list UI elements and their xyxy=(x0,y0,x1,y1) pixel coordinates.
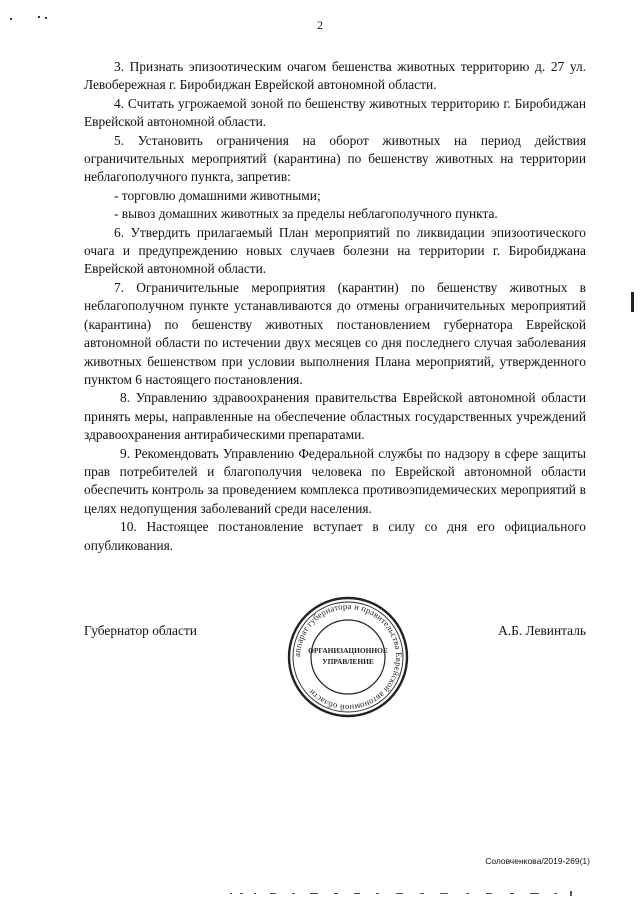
paragraph-5-item-2: - вывоз домашних животных за пределы неблагополучного пункта. xyxy=(114,206,498,222)
page-number: 2 xyxy=(317,18,323,32)
paragraph-5: 5. Установить ограничения на оборот животных на период действия ограничительных мероприятий (карантина) по бешенству животных на территории неблагополучного пункта, запретив: xyxy=(84,132,586,185)
paragraph-10: 10. Настоящее постановление вступает в силу со дня его официального опубликования. xyxy=(84,519,586,553)
scan-edge-mark xyxy=(631,292,634,312)
document-reference: Соловченкова/2019-269(1) xyxy=(485,856,590,866)
paragraph-9: 9. Рекомендовать Управлению Федеральной службы по надзору в сфере защиты прав потребителей и благополучия человека по Еврейской автономной области обеспечить контроль за проведением комплекса противоэпидемических мероприятий в целях недопущения заболеваний среди населения. xyxy=(84,445,586,516)
signatory-name: А.Б. Левинталь xyxy=(498,623,586,638)
seal-center-line-1: ОРГАНИЗАЦИОННОЕ xyxy=(308,646,388,655)
seal-center-line-2: УПРАВЛЕНИЕ xyxy=(322,657,374,666)
seal-ring-text: аппарат губернатора и правительства Еврейской автономной области xyxy=(291,600,405,714)
scan-bottom-marks xyxy=(230,884,590,890)
paragraph-5-item-1: - торговлю домашними животными; xyxy=(114,187,321,203)
document-body xyxy=(84,58,586,555)
paragraph-7: 7. Ограничительные мероприятия (карантин) по бешенству животных в неблагополучном пункте устанавливаются до отмены ограничительных мероприятий (карантина) по бешенству животных постановлением губернатора Еврейской автономной области по истечении двух месяцев со дня последнего случая заболевания животных бешенством при условии выполнения Плана мероприятий, утвержденного пунктом 6 настоящего постановления. xyxy=(84,279,586,387)
paragraph-4: 4. Считать угрожаемой зоной по бешенству животных территорию г. Биробиджан Еврейской автономной области. xyxy=(84,95,586,130)
paragraph-6: 6. Утвердить прилагаемый План мероприятий по ликвидации эпизоотического очага и предупреждению новых случаев болезни на территории г. Биробиджана Еврейской автономной области. xyxy=(84,224,586,277)
paragraph-3: 3. Признать эпизоотическим очагом бешенства животных территорию д. 27 ул. Левобережная г. Биробиджан Еврейской автономной области. xyxy=(84,59,586,93)
signatory-title: Губернатор области xyxy=(84,623,197,638)
official-seal-stamp xyxy=(286,595,410,719)
paragraph-8: 8. Управлению здравоохранения правительства Еврейской автономной области принять меры, направленные на обеспечение областных государственных учреждений здравоохранения антирабическими препаратами. xyxy=(84,390,586,443)
